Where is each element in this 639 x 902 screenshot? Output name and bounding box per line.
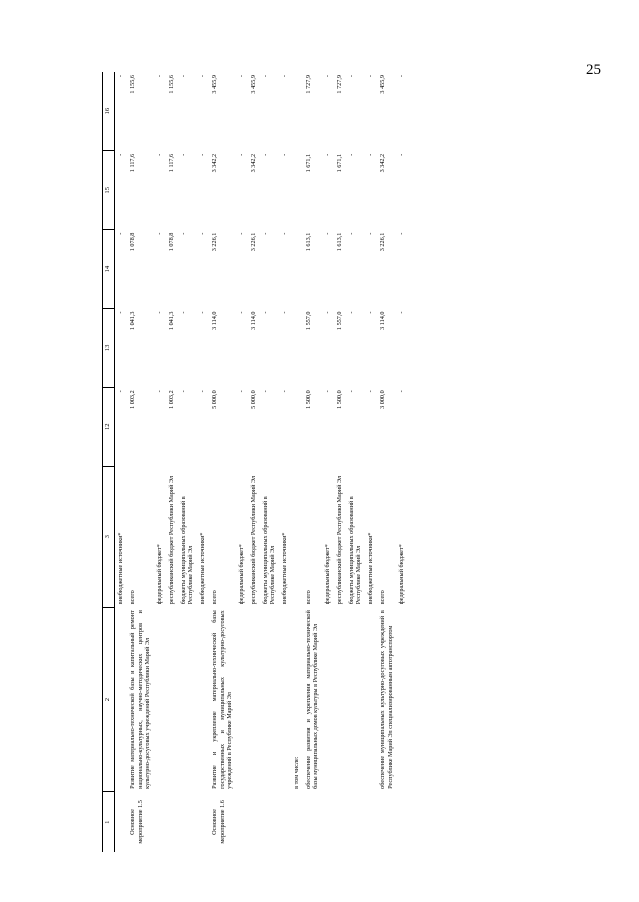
table-row bbox=[279, 72, 291, 852]
measure-code-cell bbox=[303, 792, 323, 852]
funding-source-cell: внебюджетные источники* bbox=[281, 532, 289, 605]
amount-cell: - bbox=[199, 390, 207, 393]
measure-name-cell bbox=[365, 607, 377, 792]
amount-cell: 1 041,3 bbox=[128, 311, 136, 331]
measure-name-cell: Развитие материально-технической базы и капитальный ремонт национально-культурных, научно-методических центров и культурно-досуговых учреждений Республики Марий Эл bbox=[128, 610, 152, 789]
measure-code-cell bbox=[322, 792, 334, 852]
funding-source-cell: республиканский бюджет Республики Марий Эл bbox=[167, 475, 175, 605]
amount-cell: - bbox=[238, 75, 246, 78]
table-row bbox=[209, 72, 236, 852]
amount-cell: - bbox=[281, 390, 289, 393]
column-number: 2 bbox=[103, 607, 115, 792]
funding-source-cell: федеральный бюджет* bbox=[238, 544, 246, 605]
column-number: 14 bbox=[103, 230, 115, 309]
table-row bbox=[377, 72, 397, 852]
amount-cell bbox=[291, 72, 303, 151]
amount-cell: 3 342,2 bbox=[249, 153, 257, 173]
amount-cell: 5 000,0 bbox=[210, 390, 218, 409]
amount-cell: 1 117,6 bbox=[128, 153, 136, 173]
amount-cell: - bbox=[398, 311, 406, 314]
amount-cell: - bbox=[324, 311, 332, 314]
table-row bbox=[303, 72, 323, 852]
amount-cell: 1 003,2 bbox=[128, 390, 136, 409]
page-number: 25 bbox=[586, 62, 601, 78]
table-row bbox=[334, 72, 346, 852]
measure-name-cell bbox=[334, 607, 346, 792]
amount-cell: 1 078,8 bbox=[167, 232, 175, 252]
amount-cell: - bbox=[261, 390, 269, 393]
table-row bbox=[127, 72, 154, 852]
amount-cell bbox=[291, 387, 303, 466]
amount-cell: 1 041,3 bbox=[167, 311, 175, 331]
amount-cell: 1 155,6 bbox=[167, 75, 175, 94]
funding-source-cell: республиканский бюджет Республики Марий Эл bbox=[335, 475, 343, 605]
amount-cell: - bbox=[261, 75, 269, 78]
amount-cell: - bbox=[367, 75, 375, 78]
funding-source-cell: бюджеты муниципальных образований в Республике Марий Эл bbox=[261, 496, 277, 605]
amount-cell: - bbox=[281, 153, 289, 156]
amount-cell: - bbox=[156, 153, 164, 156]
amount-cell: 3 342,2 bbox=[378, 153, 386, 173]
amount-cell: 3 114,0 bbox=[249, 311, 257, 330]
measure-name-cell bbox=[260, 607, 280, 792]
amount-cell: 1 727,9 bbox=[335, 75, 343, 94]
measure-name-cell bbox=[396, 607, 408, 792]
column-number: 1 bbox=[103, 792, 115, 852]
funding-source-cell: федеральный бюджет* bbox=[324, 544, 332, 605]
amount-cell: - bbox=[199, 75, 207, 78]
measure-name-cell bbox=[197, 607, 209, 792]
measure-name-cell bbox=[248, 607, 260, 792]
amount-cell: - bbox=[179, 232, 187, 235]
column-number: 3 bbox=[103, 466, 115, 607]
table-row bbox=[346, 72, 366, 852]
table-row bbox=[365, 72, 377, 852]
amount-cell: 3 226,1 bbox=[210, 232, 218, 252]
table-row bbox=[322, 72, 334, 852]
amount-cell: - bbox=[179, 390, 187, 393]
measure-code-cell bbox=[260, 792, 280, 852]
measure-name-cell bbox=[322, 607, 334, 792]
amount-cell: - bbox=[156, 311, 164, 314]
amount-cell: - bbox=[179, 75, 187, 78]
amount-cell: 3 455,9 bbox=[378, 75, 386, 94]
measure-code-cell bbox=[178, 792, 198, 852]
funding-source-cell: всего bbox=[210, 590, 218, 605]
table-row bbox=[166, 72, 178, 852]
amount-cell: - bbox=[238, 311, 246, 314]
amount-cell: 1 557,0 bbox=[335, 311, 343, 331]
amount-cell: 1 155,6 bbox=[128, 75, 136, 94]
amount-cell: - bbox=[261, 153, 269, 156]
column-number: 16 bbox=[103, 72, 115, 151]
measure-name-cell: в том числе: bbox=[292, 756, 300, 789]
amount-cell: - bbox=[324, 390, 332, 393]
measure-code-cell: Основное мероприятие 1.6 bbox=[210, 800, 226, 844]
amount-cell: 3 114,0 bbox=[210, 311, 218, 330]
measure-code-cell bbox=[279, 792, 291, 852]
measure-code-cell bbox=[154, 792, 166, 852]
measure-code-cell bbox=[115, 792, 127, 852]
landscape-table-region bbox=[102, 72, 542, 852]
amount-cell: - bbox=[398, 390, 406, 393]
amount-cell: - bbox=[199, 232, 207, 235]
measure-code-cell bbox=[334, 792, 346, 852]
column-number-row bbox=[103, 72, 115, 852]
measure-code-cell bbox=[166, 792, 178, 852]
amount-cell: - bbox=[238, 153, 246, 156]
funding-source-cell: всего bbox=[128, 590, 136, 605]
funding-source-cell: республиканский бюджет Республики Марий Эл bbox=[249, 475, 257, 605]
budget-table bbox=[102, 72, 408, 852]
amount-cell: 5 000,0 bbox=[249, 390, 257, 409]
measure-code-cell bbox=[377, 792, 397, 852]
table-row bbox=[396, 72, 408, 852]
table-row bbox=[115, 72, 127, 852]
amount-cell: - bbox=[324, 232, 332, 235]
funding-source-cell: внебюджетные источники* bbox=[117, 532, 125, 605]
amount-cell: - bbox=[347, 153, 355, 156]
amount-cell: - bbox=[156, 232, 164, 235]
amount-cell: - bbox=[347, 75, 355, 78]
column-number: 13 bbox=[103, 309, 115, 388]
table-row bbox=[178, 72, 198, 852]
amount-cell: - bbox=[367, 311, 375, 314]
amount-cell: 3 226,1 bbox=[378, 232, 386, 252]
amount-cell: - bbox=[199, 311, 207, 314]
measure-name-cell: обеспечение муниципальных культурно-досуговых учреждений в Республике Марий Эл специализированным автотранспортом bbox=[378, 610, 394, 789]
amount-cell: - bbox=[367, 390, 375, 393]
table-row bbox=[236, 72, 248, 852]
table-row bbox=[260, 72, 280, 852]
amount-cell: 1 078,8 bbox=[128, 232, 136, 252]
amount-cell: 3 114,0 bbox=[378, 311, 386, 330]
amount-cell: - bbox=[281, 311, 289, 314]
table-row bbox=[248, 72, 260, 852]
amount-cell: - bbox=[347, 311, 355, 314]
amount-cell: 1 557,0 bbox=[304, 311, 312, 331]
measure-name-cell bbox=[178, 607, 198, 792]
measure-code-cell bbox=[291, 792, 303, 852]
amount-cell: 1 671,1 bbox=[304, 153, 312, 173]
measure-name-cell: Развитие и укрепление материально-технической базы государственных и муниципальных культурно-досуговых учреждений в Республике Марий Эл bbox=[210, 610, 234, 789]
amount-cell bbox=[291, 309, 303, 388]
funding-source-cell: всего bbox=[378, 590, 386, 605]
measure-name-cell bbox=[236, 607, 248, 792]
column-number: 12 bbox=[103, 387, 115, 466]
amount-cell: 1 727,9 bbox=[304, 75, 312, 94]
amount-cell: - bbox=[347, 390, 355, 393]
table-row bbox=[154, 72, 166, 852]
measure-name-cell: обеспечение развития и укрепления материально-технической базы муниципальных домов культуры в Республике Марий Эл bbox=[304, 610, 320, 789]
amount-cell: 1 500,0 bbox=[304, 390, 312, 409]
funding-source-cell: внебюджетные источники* bbox=[199, 532, 207, 605]
table-body bbox=[115, 72, 409, 852]
amount-cell: 3 455,9 bbox=[210, 75, 218, 94]
measure-code-cell bbox=[365, 792, 377, 852]
amount-cell: - bbox=[199, 153, 207, 156]
amount-cell: - bbox=[261, 311, 269, 314]
amount-cell: - bbox=[117, 390, 125, 393]
amount-cell: 3 342,2 bbox=[210, 153, 218, 173]
measure-code-cell bbox=[248, 792, 260, 852]
amount-cell: 1 117,6 bbox=[167, 153, 175, 173]
table-row bbox=[291, 72, 303, 852]
funding-source-cell: бюджеты муниципальных образований в Республике Марий Эл bbox=[347, 496, 363, 605]
measure-name-cell bbox=[115, 607, 127, 792]
table-row bbox=[197, 72, 209, 852]
amount-cell: - bbox=[156, 75, 164, 78]
measure-code-cell bbox=[346, 792, 366, 852]
amount-cell: 3 455,9 bbox=[249, 75, 257, 94]
amount-cell: 1 671,1 bbox=[335, 153, 343, 173]
amount-cell: - bbox=[367, 232, 375, 235]
funding-source-cell: федеральный бюджет* bbox=[156, 544, 164, 605]
measure-name-cell bbox=[166, 607, 178, 792]
amount-cell: 3 000,0 bbox=[378, 390, 386, 409]
amount-cell: - bbox=[398, 232, 406, 235]
amount-cell bbox=[291, 230, 303, 309]
amount-cell: 3 226,1 bbox=[249, 232, 257, 252]
amount-cell bbox=[291, 151, 303, 230]
funding-source-cell: внебюджетные источники* bbox=[367, 532, 375, 605]
amount-cell: - bbox=[367, 153, 375, 156]
funding-source-cell: всего bbox=[304, 590, 312, 605]
amount-cell: - bbox=[281, 75, 289, 78]
amount-cell: - bbox=[238, 232, 246, 235]
amount-cell: - bbox=[261, 232, 269, 235]
amount-cell: - bbox=[398, 153, 406, 156]
amount-cell: - bbox=[324, 153, 332, 156]
amount-cell: - bbox=[179, 153, 187, 156]
amount-cell: - bbox=[238, 390, 246, 393]
measure-code-cell bbox=[396, 792, 408, 852]
amount-cell: - bbox=[324, 75, 332, 78]
measure-code-cell: Основное мероприятие 1.5 bbox=[128, 800, 144, 844]
measure-name-cell bbox=[154, 607, 166, 792]
amount-cell: - bbox=[156, 390, 164, 393]
column-number: 15 bbox=[103, 151, 115, 230]
funding-source-cell: бюджеты муниципальных образований в Республике Марий Эл bbox=[179, 496, 195, 605]
amount-cell: - bbox=[117, 75, 125, 78]
amount-cell: 1 003,2 bbox=[167, 390, 175, 409]
funding-source-cell bbox=[291, 466, 303, 607]
amount-cell: - bbox=[117, 232, 125, 235]
amount-cell: - bbox=[179, 311, 187, 314]
amount-cell: - bbox=[281, 232, 289, 235]
amount-cell: - bbox=[117, 153, 125, 156]
measure-code-cell bbox=[197, 792, 209, 852]
measure-name-cell bbox=[279, 607, 291, 792]
amount-cell: - bbox=[117, 311, 125, 314]
amount-cell: - bbox=[347, 232, 355, 235]
measure-code-cell bbox=[236, 792, 248, 852]
amount-cell: 1 613,1 bbox=[335, 232, 343, 252]
amount-cell: 1 500,0 bbox=[335, 390, 343, 409]
amount-cell: 1 613,1 bbox=[304, 232, 312, 252]
measure-name-cell bbox=[346, 607, 366, 792]
amount-cell: - bbox=[398, 75, 406, 78]
funding-source-cell: федеральный бюджет* bbox=[398, 544, 406, 605]
